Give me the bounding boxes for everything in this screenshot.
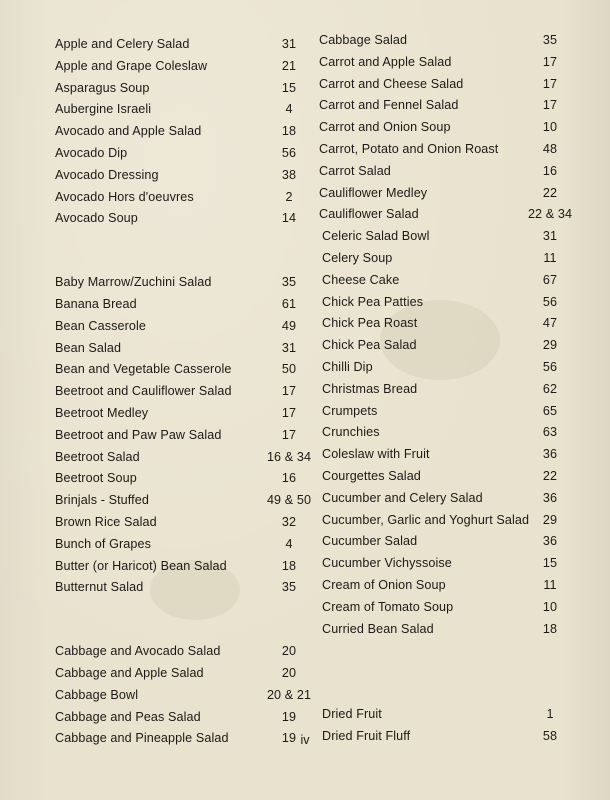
entry-name: Apple and Grape Coleslaw	[55, 58, 208, 73]
entry-page: 18	[281, 558, 297, 573]
entry-page: 10	[542, 599, 558, 614]
entry-page: 16	[281, 471, 297, 486]
entry-name: Carrot and Fennel Salad	[319, 98, 459, 113]
entry-page: 11	[543, 250, 557, 265]
entry-name: Curried Bean Salad	[322, 621, 434, 636]
index-entry	[317, 226, 597, 248]
index-entry	[55, 556, 305, 578]
entry-name: Crumpets	[322, 403, 378, 418]
entry-page: 11	[543, 577, 557, 592]
entry-name: Cabbage and Avocado Salad	[55, 644, 221, 659]
entry-page: 20	[281, 644, 297, 659]
index-column-left	[55, 34, 312, 750]
entry-page: 32	[281, 514, 297, 529]
entry-page: 35	[542, 33, 558, 47]
section-gap	[55, 599, 305, 641]
index-entry	[317, 553, 597, 575]
entry-name: Coleslaw with Fruit	[322, 447, 430, 462]
entry-name: Chick Pea Roast	[322, 316, 418, 331]
entry-name: Dried Fruit Fluff	[322, 729, 411, 744]
index-column-right	[317, 30, 597, 748]
entry-name: Asparagus Soup	[55, 80, 150, 95]
index-entry	[317, 161, 597, 183]
entry-name: Crunchies	[322, 425, 380, 440]
index-entry	[317, 95, 597, 117]
entry-page: 21	[281, 58, 297, 73]
index-entry	[317, 335, 597, 357]
index-entry	[317, 270, 597, 292]
entry-page: 4	[285, 102, 293, 117]
entry-name: Courgettes Salad	[322, 468, 421, 483]
entry-name: Beetroot Soup	[55, 471, 137, 486]
index-entry	[55, 447, 312, 469]
entry-name: Butter (or Haricot) Bean Salad	[55, 558, 227, 573]
index-entry	[317, 357, 597, 379]
entry-page: 67	[542, 272, 558, 287]
entry-name: Carrot Salad	[319, 163, 391, 178]
index-entry	[55, 663, 305, 685]
entry-page: 31	[542, 229, 558, 244]
index-entry	[55, 294, 305, 316]
entry-page: 20	[281, 665, 297, 680]
index-entry	[317, 379, 597, 401]
entry-page: 17	[542, 54, 558, 69]
entry-name: Cheese Cake	[322, 272, 400, 287]
entry-name: Cream of Onion Soup	[322, 577, 446, 592]
entry-name: Carrot and Cheese Salad	[319, 76, 464, 91]
index-entry	[317, 704, 597, 726]
entry-page: 14	[281, 211, 297, 226]
entry-name: Avocado Dip	[55, 145, 128, 160]
entry-page: 22	[542, 185, 558, 200]
index-entry	[55, 143, 305, 165]
entry-page: 4	[285, 536, 293, 551]
entry-name: Brown Rice Salad	[55, 514, 157, 529]
index-entry	[317, 204, 597, 226]
entry-name: Cabbage Bowl	[55, 687, 139, 702]
entry-name: Christmas Bread	[322, 381, 418, 396]
entry-name: Cucumber, Garlic and Yoghurt Salad	[322, 512, 530, 527]
entry-page: 47	[542, 316, 558, 331]
entry-page: 29	[542, 338, 558, 353]
entry-page: 31	[281, 37, 297, 51]
entry-page: 2	[285, 189, 293, 204]
entry-page: 50	[281, 362, 297, 377]
entry-name: Avocado Hors d'oeuvres	[55, 189, 194, 204]
entry-name: Brinjals - Stuffed	[55, 493, 149, 508]
entry-name: Avocado Dressing	[55, 167, 159, 182]
index-entry	[55, 338, 305, 360]
index-entry	[55, 468, 305, 490]
entry-page: 63	[542, 425, 558, 440]
entry-page: 22	[542, 468, 558, 483]
index-entry	[317, 575, 597, 597]
entry-page: 62	[542, 381, 558, 396]
entry-name: Carrot and Onion Soup	[319, 120, 451, 135]
entry-page: 15	[281, 80, 297, 95]
index-entry	[55, 121, 305, 143]
entry-name: Chilli Dip	[322, 359, 373, 374]
index-entry	[317, 422, 597, 444]
entry-name: Carrot and Apple Salad	[319, 54, 452, 69]
entry-name: Butternut Salad	[55, 580, 144, 595]
entry-page: 16 & 34	[266, 449, 312, 464]
index-entry	[317, 313, 597, 335]
entry-name: Bean and Vegetable Casserole	[55, 362, 232, 377]
entry-page: 19	[281, 731, 297, 746]
index-entry	[317, 619, 597, 641]
index-entry	[55, 99, 305, 121]
entry-name: Bean Casserole	[55, 318, 147, 333]
index-entry	[55, 512, 305, 534]
entry-name: Dried Fruit	[322, 707, 382, 722]
entry-name: Cauliflower Medley	[319, 185, 428, 200]
index-entry	[317, 117, 597, 139]
index-entry	[317, 74, 597, 96]
entry-page: 48	[542, 141, 558, 156]
entry-name: Bean Salad	[55, 340, 122, 355]
entry-page: 56	[281, 145, 297, 160]
entry-page: 36	[542, 534, 558, 549]
entry-page: 36	[542, 490, 558, 505]
index-entry	[55, 56, 305, 78]
index-entry	[55, 359, 305, 381]
index-entry	[55, 316, 305, 338]
section-gap	[55, 230, 305, 272]
index-entry	[55, 187, 305, 209]
entry-name: Baby Marrow/Zuchini Salad	[55, 275, 212, 290]
entry-name: Cream of Tomato Soup	[322, 599, 454, 614]
index-entry	[55, 381, 305, 403]
entry-page: 36	[542, 447, 558, 462]
index-entry	[317, 292, 597, 314]
index-entry	[317, 510, 597, 532]
index-entry	[317, 139, 597, 161]
entry-page: 18	[281, 124, 297, 139]
entry-name: Beetroot and Paw Paw Salad	[55, 427, 222, 442]
index-entry	[55, 577, 305, 599]
entry-page: 17	[281, 384, 297, 399]
index-entry	[55, 685, 312, 707]
index-entry	[55, 34, 305, 56]
entry-name: Cabbage Salad	[319, 33, 408, 47]
entry-name: Avocado and Apple Salad	[55, 124, 202, 139]
entry-page: 17	[281, 405, 297, 420]
entry-page: 35	[281, 580, 297, 595]
entry-page: 58	[542, 729, 558, 744]
index-entry	[317, 444, 597, 466]
entry-page: 17	[542, 76, 558, 91]
entry-page: 22 & 34	[527, 207, 573, 222]
entry-page: 49	[281, 318, 297, 333]
index-entry	[55, 165, 305, 187]
entry-page: 29	[542, 512, 558, 527]
entry-page: 61	[281, 296, 297, 311]
entry-page: 49 & 50	[266, 493, 312, 508]
entry-page: 1	[546, 707, 554, 722]
entry-name: Cucumber Salad	[322, 534, 418, 549]
index-entry	[55, 490, 312, 512]
index-entry	[55, 641, 305, 663]
entry-page: 19	[281, 709, 297, 724]
entry-page: 17	[281, 427, 297, 442]
entry-name: Bunch of Grapes	[55, 536, 152, 551]
entry-page: 31	[281, 340, 297, 355]
index-entry	[317, 183, 597, 205]
index-entry	[55, 208, 305, 230]
entry-name: Cabbage and Apple Salad	[55, 665, 204, 680]
entry-name: Cucumber Vichyssoise	[322, 556, 452, 571]
index-entry	[317, 488, 597, 510]
entry-name: Banana Bread	[55, 296, 137, 311]
entry-name: Beetroot and Cauliflower Salad	[55, 384, 232, 399]
index-entry	[55, 403, 305, 425]
entry-name: Aubergine Israeli	[55, 102, 152, 117]
index-entry	[55, 707, 305, 729]
entry-page: 15	[542, 556, 558, 571]
entry-name: Avocado Soup	[55, 211, 138, 226]
index-entry	[317, 531, 597, 553]
index-entry	[55, 78, 305, 100]
entry-page: 56	[542, 359, 558, 374]
page-number: iv	[300, 733, 310, 747]
entry-name: Chick Pea Salad	[322, 338, 417, 353]
entry-name: Cabbage and Pineapple Salad	[55, 731, 229, 746]
entry-page: 18	[542, 621, 558, 636]
index-entry	[317, 597, 597, 619]
entry-page: 17	[542, 98, 558, 113]
entry-name: Chick Pea Patties	[322, 294, 424, 309]
entry-name: Carrot, Potato and Onion Roast	[319, 141, 499, 156]
entry-page: 20 & 21	[266, 687, 312, 702]
section-gap	[317, 640, 597, 704]
entry-name: Cauliflower Salad	[319, 207, 419, 222]
entry-page: 56	[542, 294, 558, 309]
entry-name: Cucumber and Celery Salad	[322, 490, 483, 505]
entry-name: Celery Soup	[322, 250, 393, 265]
index-entry	[55, 425, 305, 447]
entry-name: Beetroot Medley	[55, 405, 149, 420]
entry-page: 16	[542, 163, 558, 178]
index-entry	[317, 466, 597, 488]
entry-name: Apple and Celery Salad	[55, 37, 190, 51]
entry-page: 35	[281, 275, 297, 290]
index-entry	[317, 248, 597, 270]
entry-name: Cabbage and Peas Salad	[55, 709, 201, 724]
entry-page: 65	[542, 403, 558, 418]
entry-page: 10	[542, 120, 558, 135]
index-entry	[55, 272, 305, 294]
index-entry	[55, 534, 305, 556]
index-entry	[317, 52, 597, 74]
index-entry	[317, 30, 597, 52]
entry-name: Celeric Salad Bowl	[322, 229, 430, 244]
entry-name: Beetroot Salad	[55, 449, 140, 464]
index-entry	[317, 401, 597, 423]
entry-page: 38	[281, 167, 297, 182]
